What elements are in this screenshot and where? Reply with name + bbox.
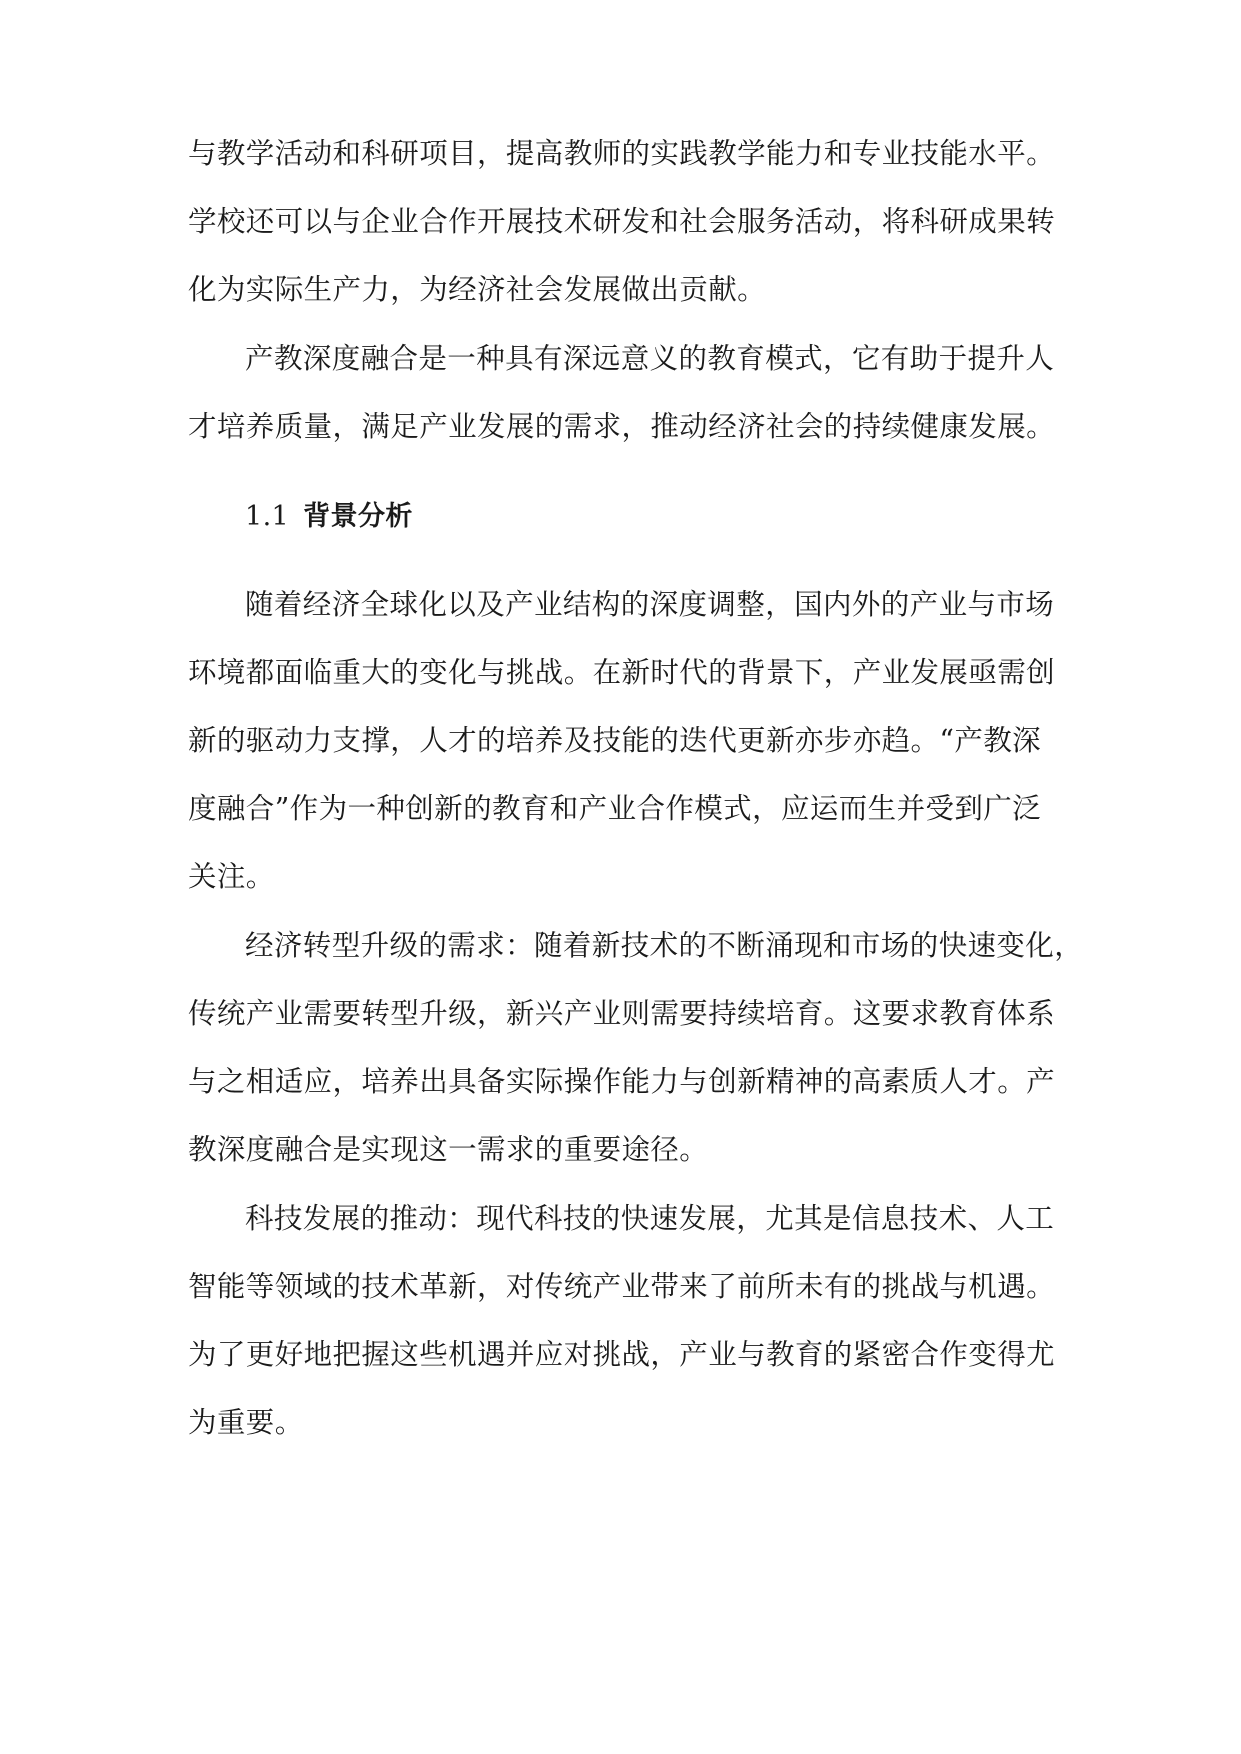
section-title: 背景分析: [303, 501, 413, 532]
text-line: 与教学活动和科研项目，提高教师的实践教学能力和专业技能水平。: [188, 137, 1056, 170]
text-line: 经济转型升级的需求：随着新技术的不断涌现和市场的快速变化，: [245, 929, 1084, 962]
text-line: 才培养质量，满足产业发展的需求，推动经济社会的持续健康发展。: [188, 410, 1056, 443]
text-line: 智能等领域的技术革新，对传统产业带来了前所未有的挑战与机遇。: [188, 1270, 1056, 1303]
text-line: 关注。: [188, 860, 275, 893]
text-line: 新的驱动力支撑，人才的培养及技能的迭代更新亦步亦趋。“产教深: [188, 724, 1042, 757]
text-line: 随着经济全球化以及产业结构的深度调整，国内外的产业与市场: [245, 588, 1055, 621]
text-line: 为重要。: [188, 1406, 304, 1439]
text-line: 化为实际生产力，为经济社会发展做出贡献。: [188, 273, 767, 306]
text-line: 传统产业需要转型升级，新兴产业则需要持续培育。这要求教育体系: [188, 997, 1056, 1030]
text-line: 学校还可以与企业合作开展技术研发和社会服务活动，将科研成果转: [188, 205, 1056, 238]
text-line: 教深度融合是实现这一需求的重要途径。: [188, 1133, 709, 1166]
text-line: 为了更好地把握这些机遇并应对挑战，产业与教育的紧密合作变得尤: [188, 1338, 1056, 1371]
text-line: 产教深度融合是一种具有深远意义的教育模式，它有助于提升人: [245, 342, 1055, 375]
section-number: 1.1: [245, 501, 290, 532]
text-line: 与之相适应，培养出具备实际操作能力与创新精神的高素质人才。产: [188, 1065, 1056, 1098]
text-line: 环境都面临重大的变化与挑战。在新时代的背景下，产业发展亟需创: [188, 656, 1056, 689]
text-line: 度融合”作为一种创新的教育和产业合作模式，应运而生并受到广泛: [188, 792, 1042, 825]
text-line: 科技发展的推动：现代科技的快速发展，尤其是信息技术、人工: [245, 1202, 1055, 1235]
section-heading: [245, 497, 413, 537]
